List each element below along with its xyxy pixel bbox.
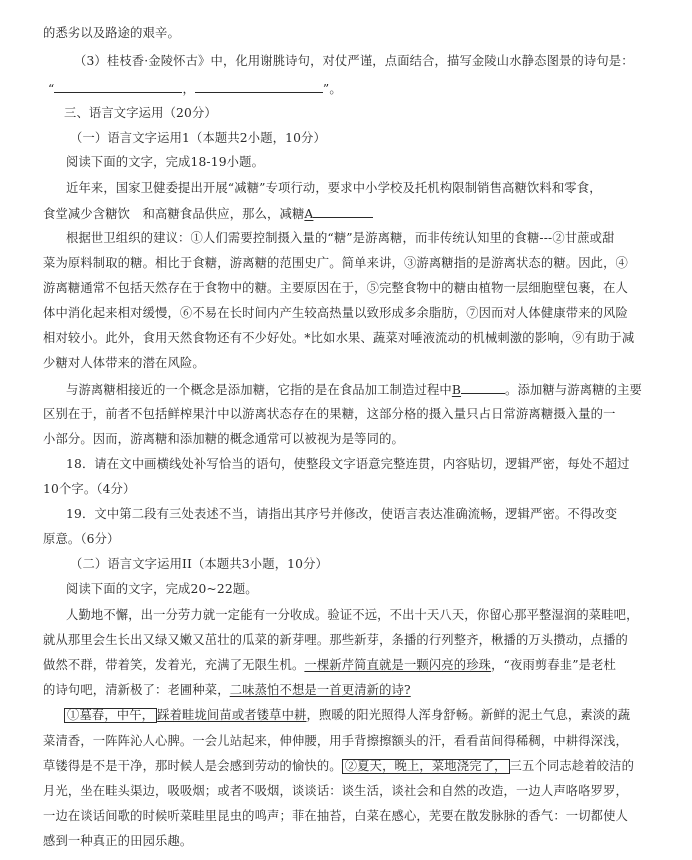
line-text: 食堂减少含糖饮 和高糖食品供应，那么，减糖 bbox=[43, 207, 305, 221]
underlined-phrase: 踩着畦垅间苗或者镂草中耕 bbox=[157, 708, 307, 722]
subsection-heading bbox=[70, 130, 326, 146]
quote-mark: “ bbox=[48, 82, 55, 96]
subsection-heading bbox=[70, 556, 328, 572]
line-text: 19．文中第二段有三处表述不当，请指出其序号并修改，使语言表达准确流畅，逻辑严密。不得改变 bbox=[66, 507, 618, 521]
line-text: 小部分。因而，游离糖和添加糖的概念通常可以被视为是等同的。 bbox=[43, 432, 404, 446]
reading-instruction bbox=[66, 154, 264, 170]
paragraph-line bbox=[43, 682, 411, 698]
paragraph-line bbox=[43, 280, 628, 296]
paragraph-line bbox=[43, 783, 628, 799]
line-text: 一边在谈话间歌的时候听菜畦里昆虫的鸣声；菲在抽苔，白菜在感心，芜要在散发脉脉的香气：一切都使人 bbox=[43, 809, 629, 823]
boxed-phrase-2: ②夏天，晚上，菜地浇完了， bbox=[342, 759, 510, 774]
underlined-sentence: 一棵新芹简直就是一颗闪亮的珍珠 bbox=[304, 658, 492, 672]
line-text: 近年来，国家卫健委提出开展“减糖”专项行动，要求中小学校及托机构限制销售高糖饮料和零食， bbox=[66, 181, 602, 195]
answer-blank[interactable] bbox=[195, 80, 323, 93]
question-18 bbox=[66, 456, 630, 472]
line-text: 原意。（6分） bbox=[43, 532, 120, 546]
paragraph-line bbox=[66, 180, 602, 196]
quote-mark: ”。 bbox=[322, 82, 342, 96]
line-text: （一）语言文字运用1（本题共2小题，10分） bbox=[70, 131, 326, 145]
line-text: 菜清香，一阵阵沁人心脾。一会儿站起来，伸伸腰，用手背擦擦额头的汗，看看苗间得稀稠，中耕得深浅， bbox=[43, 734, 629, 748]
line-text: 人勤地不懈，出一分劳力就一定能有一分收成。验证不远，不出十天八天，你留心那平整湿润的菜畦吧， bbox=[66, 608, 639, 622]
line-text: 的悉劣以及路途的艰辛。 bbox=[43, 26, 180, 40]
answer-blank[interactable] bbox=[54, 80, 182, 93]
line-text: 10个字。（4分） bbox=[43, 482, 136, 496]
line-text: 三五个同志趁着皎洁的 bbox=[509, 759, 635, 773]
line-text: 。添加糖与游离糖的主要 bbox=[505, 383, 642, 397]
line-text: 感到一种真正的田园乐趣。 bbox=[43, 834, 193, 848]
paragraph-line bbox=[43, 431, 404, 447]
text-line bbox=[43, 25, 180, 41]
question-3 bbox=[74, 53, 634, 69]
line-text: 阅读下面的文字，完成20~22题。 bbox=[66, 582, 258, 596]
line-text: ，“夜雨剪春韭”是老杜 bbox=[491, 658, 617, 672]
section-heading bbox=[64, 105, 217, 121]
line-text: 菜为原料制取的糖。相比于食糖，游离糖的范围史广。简单来讲，③游离糖指的是游离状态的糖。因此，④ bbox=[43, 256, 629, 270]
question-3-blanks bbox=[48, 80, 342, 97]
paragraph-line bbox=[43, 255, 628, 271]
paragraph-line bbox=[43, 833, 192, 849]
answer-blank-a[interactable] bbox=[313, 205, 373, 218]
question-19 bbox=[66, 506, 617, 522]
paragraph-line bbox=[43, 808, 628, 824]
blank-marker-b: B bbox=[451, 383, 462, 397]
paragraph-line bbox=[43, 632, 628, 648]
paragraph-line bbox=[43, 758, 634, 774]
paragraph-line bbox=[43, 205, 373, 222]
line-text: （二）语言文字运用II（本题共3小题，10分） bbox=[70, 557, 328, 571]
underlined-sentence: 二味蒸怕不想是一首更清新的诗? bbox=[229, 683, 411, 697]
line-text: 少糖对人体带来的潜在风险。 bbox=[43, 356, 205, 370]
reading-instruction bbox=[66, 581, 258, 597]
line-text: 就从那里会生长出又绿又嫩又茁壮的瓜菜的新芽哩。那些新芽，条播的行列整齐，楸播的万头攒动，点播的 bbox=[43, 633, 629, 647]
paragraph-line bbox=[43, 657, 616, 673]
paragraph-line bbox=[43, 406, 616, 422]
question-19 bbox=[43, 531, 120, 547]
line-text: ，煦暖的阳光照得人浑身舒畅。新鲜的泥土气息，素淡的蔬 bbox=[306, 708, 631, 722]
line-text: 月光，坐在畦头渠边，吸吸烟；或者不吸烟，谈谈话：谈生活，谈社会和自然的改造，一边人声咯咯罗罗， bbox=[43, 784, 629, 798]
line-text: 区别在于，前者不包括鲜榨果汁中以游离状态存在的果糖，这部分格的摄入量只占日常游离糖摄入量的一 bbox=[43, 407, 616, 421]
line-text: 草镂得是不是干净，那时候人是会感到劳动的愉快的。 bbox=[43, 759, 342, 773]
line-text: 根据世卫组织的建议：①人们需要控制摄入量的“糖”是游离糖，而非传统认知里的食糖---②甘蔗或甜 bbox=[66, 231, 615, 245]
paragraph-line bbox=[43, 330, 634, 346]
line-text: 与游离糖相接近的一个概念是添加糖，它指的是在食品加工制造过程中 bbox=[66, 383, 452, 397]
line-text: 18．请在文中画横线处补写恰当的语句，使整段文字语意完整连贯，内容贴切，逻辑严密，每处不超过 bbox=[66, 457, 630, 471]
paragraph-line bbox=[43, 733, 628, 749]
line-text: 体中消化起来相对缓慢，⑥不易在长时间内产生较高热量以致形成多余脂肪，⑦因而对人体健康带来的风险 bbox=[43, 306, 629, 320]
question-18 bbox=[43, 481, 135, 497]
line-text: （3）桂枝香·金陵怀古》中，化用谢朓诗句，对仗严谨，点面结合，描写金陵山水静态图景的诗句是： bbox=[74, 54, 634, 68]
paragraph-line bbox=[64, 707, 630, 723]
paragraph-line bbox=[66, 381, 642, 398]
answer-blank-b[interactable] bbox=[461, 381, 505, 394]
line-text: 三、语言文字运用（20分） bbox=[64, 106, 217, 120]
paragraph-line bbox=[43, 355, 205, 371]
paragraph-line bbox=[66, 607, 639, 623]
paragraph-line bbox=[43, 305, 628, 321]
line-text: 相对较小。此外，食用天然食物还有不少好处。*比如水果、蔬菜对唾液流动的机械刺激的影响，⑨有助于减 bbox=[43, 331, 635, 345]
line-text: 阅读下面的文字，完成18-19小题。 bbox=[66, 155, 265, 169]
comma: ， bbox=[182, 82, 195, 96]
boxed-phrase-1: ①墓春，中午， bbox=[64, 708, 157, 723]
paragraph-line bbox=[66, 230, 615, 246]
blank-marker-a: A bbox=[304, 207, 314, 221]
line-text: 的诗句吧，清新极了：老圃种菜， bbox=[43, 683, 230, 697]
line-text: 游离糖通常不包括天然存在于食物中的糖。主要原因在于，⑤完整食物中的糖由植物一层细胞壁包裹，在人 bbox=[43, 281, 629, 295]
line-text: 做然不群，带着笑，发着光，充满了无限生机。 bbox=[43, 658, 305, 672]
